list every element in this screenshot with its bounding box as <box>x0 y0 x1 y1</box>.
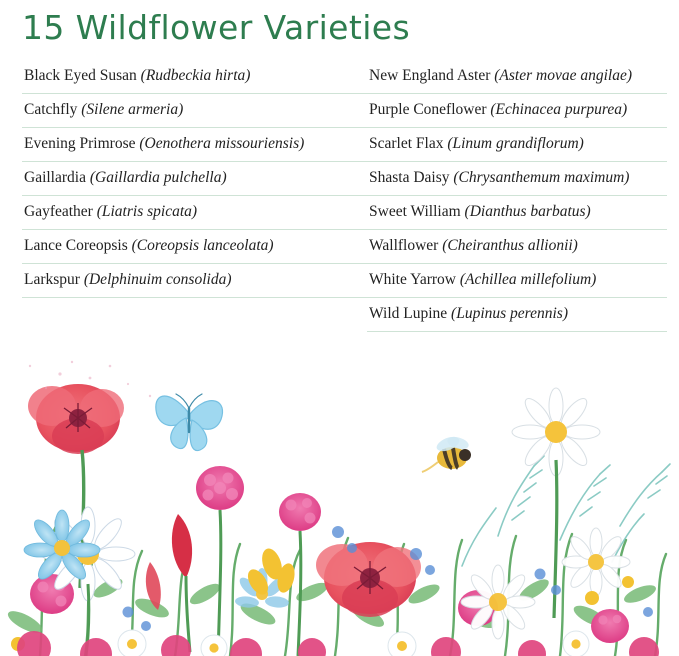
wildflower-illustration-svg <box>0 326 679 656</box>
list-item <box>367 196 667 230</box>
small-blue-buds <box>123 526 654 631</box>
scientific-name: (Linum grandiflorum) <box>447 135 584 152</box>
list-item <box>22 94 367 128</box>
scientific-name: (Liatris spicata) <box>96 203 198 220</box>
scientific-name: (Oenothera missouriensis) <box>139 135 305 152</box>
white-daisy <box>41 388 630 656</box>
scientific-name: (Rudbeckia hirta) <box>140 67 251 84</box>
bumblebee-icon <box>422 434 471 472</box>
common-name: New England Aster <box>369 67 491 84</box>
variety-column-left <box>22 60 367 332</box>
common-name: Wild Lupine <box>369 305 448 322</box>
common-name: Catchfly <box>24 101 78 118</box>
common-name: Shasta Daisy <box>369 169 450 186</box>
list-item <box>22 60 367 94</box>
common-name: Scarlet Flax <box>369 135 444 152</box>
scientific-name: (Delphinuim consolida) <box>83 271 232 288</box>
common-name: White Yarrow <box>369 271 456 288</box>
list-item <box>367 298 667 332</box>
bottom-flower-cluster <box>17 630 659 656</box>
watercolor-speckles <box>29 361 151 397</box>
common-name: Larkspur <box>24 271 80 288</box>
common-name: Gayfeather <box>24 203 93 220</box>
page-title: 15 Wildflower Varieties <box>22 8 411 47</box>
scientific-name: (Gaillardia pulchella) <box>89 169 227 186</box>
common-name: Gaillardia <box>24 169 86 186</box>
pink-clover <box>30 466 629 656</box>
scientific-name: (Lupinus perennis) <box>451 305 568 322</box>
green-foliage <box>5 456 670 656</box>
list-item <box>367 128 667 162</box>
variety-list <box>0 50 679 332</box>
list-item <box>22 230 367 264</box>
common-name: Purple Coneflower <box>369 101 487 118</box>
common-name: Evening Primrose <box>24 135 136 152</box>
scientific-name: (Aster movae angilae) <box>494 67 633 84</box>
list-item <box>367 94 667 128</box>
common-name: Lance Coreopsis <box>24 237 128 254</box>
scientific-name: (Achillea millefolium) <box>459 271 597 288</box>
common-name: Wallflower <box>369 237 439 254</box>
red-poppy <box>28 384 421 617</box>
scientific-name: (Dianthus barbatus) <box>464 203 591 220</box>
blue-cornflower <box>24 510 653 631</box>
scientific-name: (Silene armeria) <box>81 101 184 118</box>
common-name: Black Eyed Susan <box>24 67 137 84</box>
butterfly-icon <box>156 394 223 451</box>
variety-column-right <box>367 60 667 332</box>
wildflower-illustration <box>0 326 679 656</box>
common-name: Sweet William <box>369 203 461 220</box>
list-item <box>367 60 667 94</box>
list-item <box>22 128 367 162</box>
scientific-name: (Coreopsis lanceolata) <box>131 237 274 254</box>
list-item <box>22 196 367 230</box>
list-item <box>22 162 367 196</box>
list-item <box>367 162 667 196</box>
red-bud-flowers <box>146 514 192 652</box>
list-item <box>367 230 667 264</box>
scientific-name: (Echinacea purpurea) <box>490 101 628 118</box>
list-item <box>367 264 667 298</box>
yellow-wildflowers <box>11 546 634 651</box>
list-item <box>22 264 367 298</box>
scientific-name: (Chrysanthemum maximum) <box>453 169 630 186</box>
scientific-name: (Cheiranthus allionii) <box>442 237 578 254</box>
